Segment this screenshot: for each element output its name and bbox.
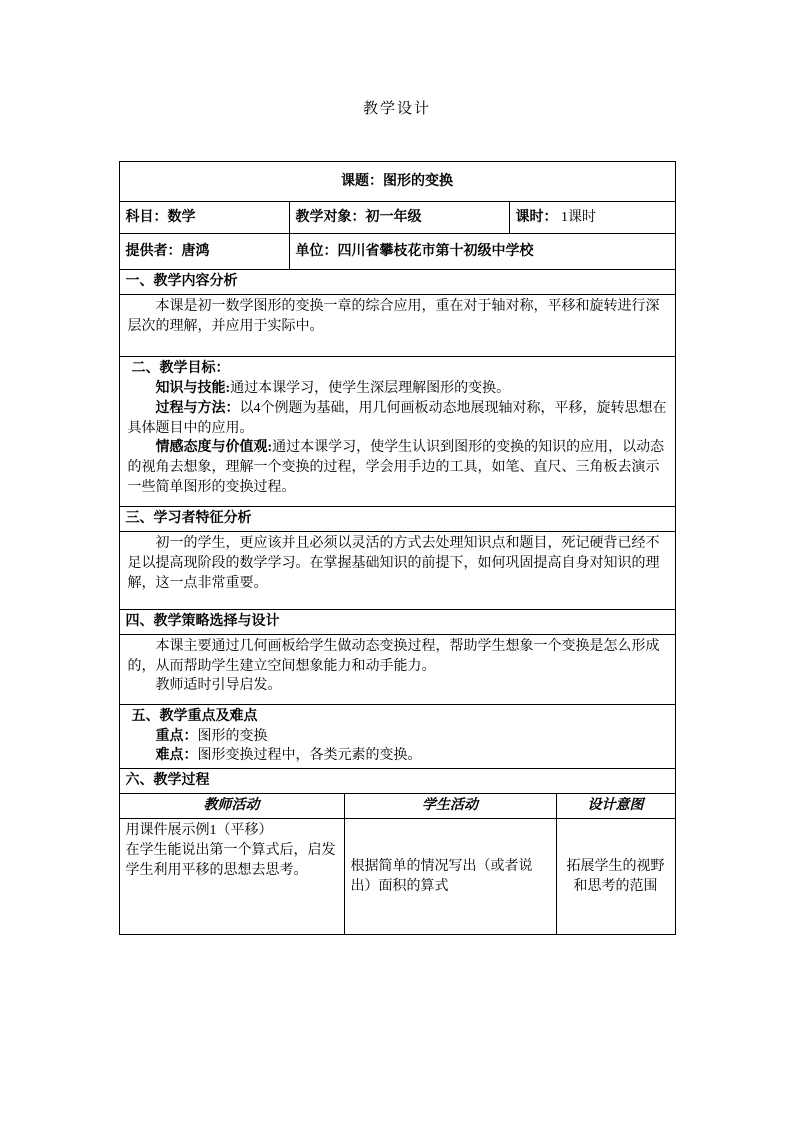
provider-label: 提供者： [125, 243, 182, 259]
s5-item-difficulty-text: 图形变换过程中，各类元素的变换。 [197, 748, 422, 764]
s3-body: 初一的学生，更应该并且必须以灵活的方式去处理知识点和题目，死记硬背已经不足以提高现阶段的数学学习。在掌握基础知识的前提下，如何巩固提高自身对知识的理解，这一点非常重要。 [127, 535, 660, 591]
teacher-activity-line-2: 在学生能说出第一个算式后，启发学生利用平移的思想去思考。 [125, 842, 336, 878]
s4-body-1: 本课主要通过几何画板给学生做动态变换过程，帮助学生想象一个变换是怎么形成的，从而帮助学生建立空间想象能力和动手能力。 [127, 638, 660, 674]
topic-cell: 课题：图形的变换 [119, 162, 675, 202]
unit-cell [289, 234, 675, 270]
table-row-s6-heading [119, 769, 675, 794]
s5-cell [119, 704, 675, 769]
provider-cell [119, 234, 289, 270]
s6-heading: 六、教学过程 [119, 769, 675, 794]
provider-value: 唐鸿 [181, 243, 210, 259]
period-value: 1课时 [561, 209, 596, 225]
student-activity-text: 根据简单的情况写出（或者说出）面积的算式 [350, 858, 533, 894]
s2-item-knowledge-label: 知识与技能: [155, 380, 231, 396]
s2-item-knowledge [126, 379, 669, 399]
s2-cell [119, 356, 675, 506]
document-title: 教学设计 [362, 101, 431, 117]
s2-heading: 二、教学目标： [131, 360, 230, 376]
process-col-intent-header: 设计意图 [556, 794, 675, 819]
lesson-plan-table [119, 161, 676, 935]
s2-item-method-text: 以4个例题为基础，用几何画板动态地展现轴对称，平移，旋转思想在具体题目中的应用。 [127, 400, 667, 436]
s5-item-key-label: 重点： [155, 728, 198, 744]
s2-item-knowledge-text: 通过本课学习，使学生深层理解图形的变换。 [230, 380, 511, 396]
table-row-provider [119, 234, 675, 270]
design-intent-cell [556, 819, 675, 935]
table-row-s4-heading [119, 609, 675, 634]
table-row-s1-content [119, 294, 675, 356]
table-row-s2 [119, 356, 675, 506]
table-row-process-body [119, 819, 675, 935]
s2-item-attitude-text: 通过本课学习，使学生认识到图形的变换的知识的应用，以动态的视角去想象，理解一个变换的过程，学会用手边的工具，如笔、直尺、三角板去演示一些简单图形的变换过程。 [127, 440, 665, 496]
student-activity-cell [344, 819, 556, 935]
s5-heading: 五、教学重点及难点 [131, 708, 258, 724]
unit-label: 单位： [295, 243, 338, 259]
subject-value: 数学 [167, 209, 196, 225]
table-row-topic [119, 162, 675, 202]
s1-content-cell [119, 294, 675, 356]
audience-cell [289, 202, 509, 234]
s5-item-difficulty-label: 难点： [155, 748, 198, 764]
table-row-s1-heading [119, 270, 675, 295]
s4-heading: 四、教学策略选择与设计 [119, 609, 675, 634]
design-intent-text: 拓展学生的视野和思考的范围 [566, 858, 665, 894]
s2-item-method-label: 过程与方法： [155, 400, 240, 416]
table-row-process-header [119, 794, 675, 819]
process-col-teacher-header: 教师活动 [119, 794, 344, 819]
s4-content-cell [119, 634, 675, 704]
s2-item-method [126, 399, 669, 439]
teacher-activity-line-1: 用课件展示例1（平移） [125, 823, 273, 838]
teacher-activity-cell [119, 819, 344, 935]
period-cell [509, 202, 675, 234]
table-row-s3-content [119, 531, 675, 609]
audience-label: 教学对象： [295, 209, 366, 225]
table-row-s4-content [119, 634, 675, 704]
s3-heading: 三、学习者特征分析 [119, 506, 675, 531]
audience-value: 初一年级 [365, 209, 422, 225]
s1-body: 本课是初一数学图形的变换一章的综合应用，重在对于轴对称，平移和旋转进行深层次的理解，并应用于实际中。 [127, 298, 660, 334]
s2-item-attitude-label: 情感态度与价值观: [155, 440, 273, 456]
subject-label: 科目： [125, 209, 168, 225]
s5-item-difficulty [126, 746, 669, 766]
s2-item-attitude [126, 438, 669, 498]
table-row-s3-heading [119, 506, 675, 531]
s5-item-key-text: 图形的变换 [197, 728, 268, 744]
s4-body-2: 教师适时引导启发。 [155, 678, 282, 694]
unit-value: 四川省攀枝花市第十初级中学校 [337, 243, 534, 259]
period-label: 课时： [515, 209, 558, 225]
process-col-student-header: 学生活动 [344, 794, 556, 819]
s5-item-key [126, 727, 669, 747]
table-row-s5 [119, 704, 675, 769]
subject-cell [119, 202, 289, 234]
s3-content-cell [119, 531, 675, 609]
s1-heading: 一、教学内容分析 [119, 270, 675, 295]
table-row-info [119, 202, 675, 234]
